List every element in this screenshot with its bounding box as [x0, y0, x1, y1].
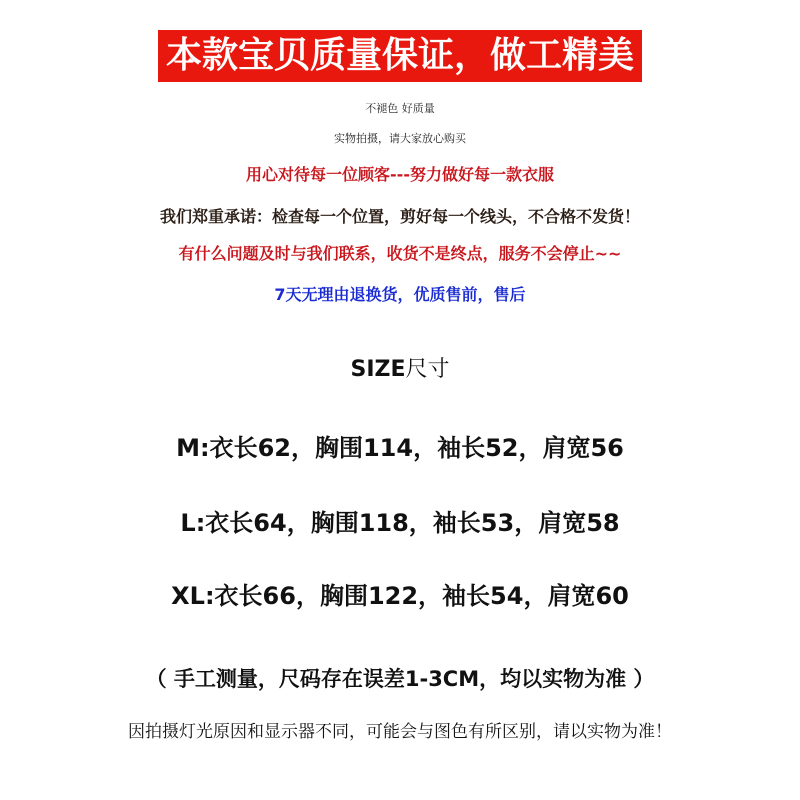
tag-line-colorfast: 不褪色 好质量: [365, 102, 435, 115]
size-title-cn: 尺寸: [405, 357, 450, 382]
size-row-l: L:衣长64，胸围118，袖长53，肩宽58: [180, 509, 620, 537]
slogan-line: 用心对待每一位顾客---努力做好每一款衣服: [246, 165, 554, 184]
quality-banner: 本款宝贝质量保证，做工精美: [158, 30, 642, 82]
tag-line-real-photo: 实物拍摄，请大家放心购买: [334, 132, 466, 145]
promise-line: 我们郑重承诺：检查每一个位置，剪好每一个线头，不合格不发货！: [159, 207, 640, 226]
footer-disclaimer: 因拍摄灯光原因和显示器不同，可能会与图色有所区别，请以实物为准！: [128, 722, 672, 742]
service-line: 有什么问题及时与我们联系，收货不是终点，服务不会停止~~: [178, 244, 622, 263]
measure-note: （ 手工测量，尺码存在误差1-3CM，均以实物为准 ）: [145, 667, 655, 691]
size-title-en: SIZE: [350, 357, 406, 382]
banner-container: [0, 30, 800, 82]
size-row-xl: XL:衣长66，胸围122，袖长54，肩宽60: [171, 582, 629, 610]
size-row-m: M:衣长62，胸围114，袖长52，肩宽56: [176, 434, 624, 462]
size-title: [0, 352, 800, 383]
returns-line: 7天无理由退换货，优质售前，售后: [274, 285, 526, 304]
